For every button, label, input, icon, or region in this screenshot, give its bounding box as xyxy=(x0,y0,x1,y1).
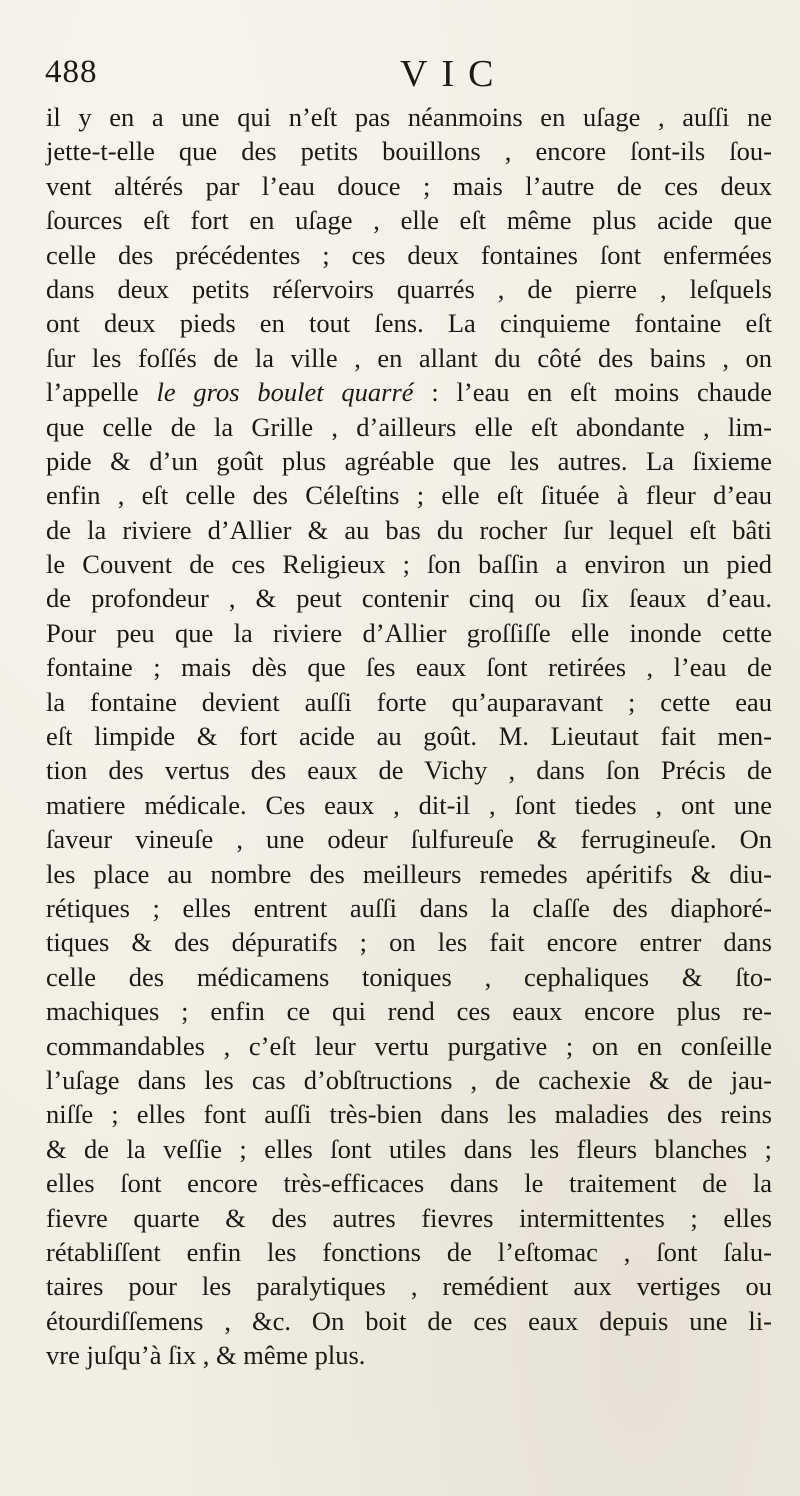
text-segment: l’appelle xyxy=(46,377,157,408)
text-line: tiques & des dépuratifs ; on les fait encore entrer dans xyxy=(46,927,772,958)
text-line: commandables , c’eſt leur vertu purgative ; on en conſeille xyxy=(46,1030,772,1061)
text-line: que celle de la Grille , d’ailleurs elle eſt abondante , lim- xyxy=(46,411,772,442)
text-line: étourdiſſemens , &c. On boit de ces eaux depuis une li- xyxy=(46,1305,772,1336)
text-line: tion des vertus des eaux de Vichy , dans ſon Précis de xyxy=(46,755,772,786)
page-number: 488 xyxy=(45,54,98,90)
text-line: celle des précédentes ; ces deux fontaines ſont enfermées xyxy=(46,239,772,270)
text-line: les place au nombre des meilleurs remedes apéritifs & diu- xyxy=(46,858,772,889)
text-line: de la riviere d’Allier & au bas du rocher ſur lequel eſt bâti xyxy=(46,514,772,545)
text-line: ſources eſt fort en uſage , elle eſt même plus acide que xyxy=(46,205,772,236)
text-line-with-italic xyxy=(46,375,772,409)
text-line: elles ſont encore très-efficaces dans le traitement de la xyxy=(46,1168,772,1199)
text-segment: : l’eau en eſt moins chaude xyxy=(413,377,772,408)
text-line: la fontaine devient auſſi forte qu’auparavant ; cette eau xyxy=(46,686,772,717)
text-line: eſt limpide & fort acide au goût. M. Lieutaut fait men- xyxy=(46,721,772,752)
text-line: ſur les foſſés de la ville , en allant du côté des bains , on xyxy=(46,342,772,373)
text-line: rétiques ; elles entrent auſſi dans la claſſe des diaphoré- xyxy=(46,892,772,923)
text-line: l’uſage dans les cas d’obſtructions , de cachexie & de jau- xyxy=(46,1064,772,1095)
text-line: ont deux pieds en tout ſens. La cinquieme fontaine eſt xyxy=(46,308,772,339)
text-line: vent altérés par l’eau douce ; mais l’autre de ces deux xyxy=(46,170,772,201)
text-line: machiques ; enfin ce qui rend ces eaux encore plus re- xyxy=(46,996,772,1027)
page-header xyxy=(45,52,770,104)
text-line: pide & d’un goût plus agréable que les autres. La ſixieme xyxy=(46,445,772,476)
text-line: enfin , eſt celle des Céleſtins ; elle eſt ſituée à fleur d’eau xyxy=(46,480,772,511)
text-line: rétabliſſent enfin les fonctions de l’eſtomac , ſont ſalu- xyxy=(46,1236,772,1267)
body-text xyxy=(46,100,772,1372)
text-line: matiere médicale. Ces eaux , dit-il , ſont tiedes , ont une xyxy=(46,789,772,820)
text-line: le Couvent de ces Religieux ; ſon baſſin a environ un pied xyxy=(46,549,772,580)
text-line: celle des médicamens toniques , cephaliques & ſto- xyxy=(46,961,772,992)
text-line: dans deux petits réſervoirs quarrés , de pierre , leſquels xyxy=(46,273,772,304)
text-line: niſſe ; elles font auſſi très-bien dans les maladies des reins xyxy=(46,1099,772,1130)
text-line: il y en a une qui n’eſt pas néanmoins en uſage , auſſi ne xyxy=(46,102,772,132)
text-line: ſaveur vineuſe , une odeur ſulfureuſe & ferrugineuſe. On xyxy=(46,824,772,855)
text-line: taires pour les paralytiques , remédient aux vertiges ou xyxy=(46,1271,772,1302)
text-line: Pour peu que la riviere d’Allier groſſiſſe elle inonde cette xyxy=(46,617,772,648)
text-line-last: vre juſqu’à ſix , & même plus. xyxy=(46,1340,366,1371)
text-line: de profondeur , & peut contenir cinq ou ſix ſeaux d’eau. xyxy=(46,583,772,614)
text-line: fievre quarte & des autres fievres intermittentes ; elles xyxy=(46,1202,772,1233)
running-head: VIC xyxy=(400,53,508,95)
italic-name: le gros boulet quarré xyxy=(156,377,414,408)
text-line: fontaine ; mais dès que ſes eaux ſont retirées , l’eau de xyxy=(46,652,772,683)
text-line: jette-t-elle que des petits bouillons , encore ſont-ils ſou- xyxy=(46,136,772,167)
text-line: & de la veſſie ; elles ſont utiles dans les fleurs blanches ; xyxy=(46,1133,772,1164)
